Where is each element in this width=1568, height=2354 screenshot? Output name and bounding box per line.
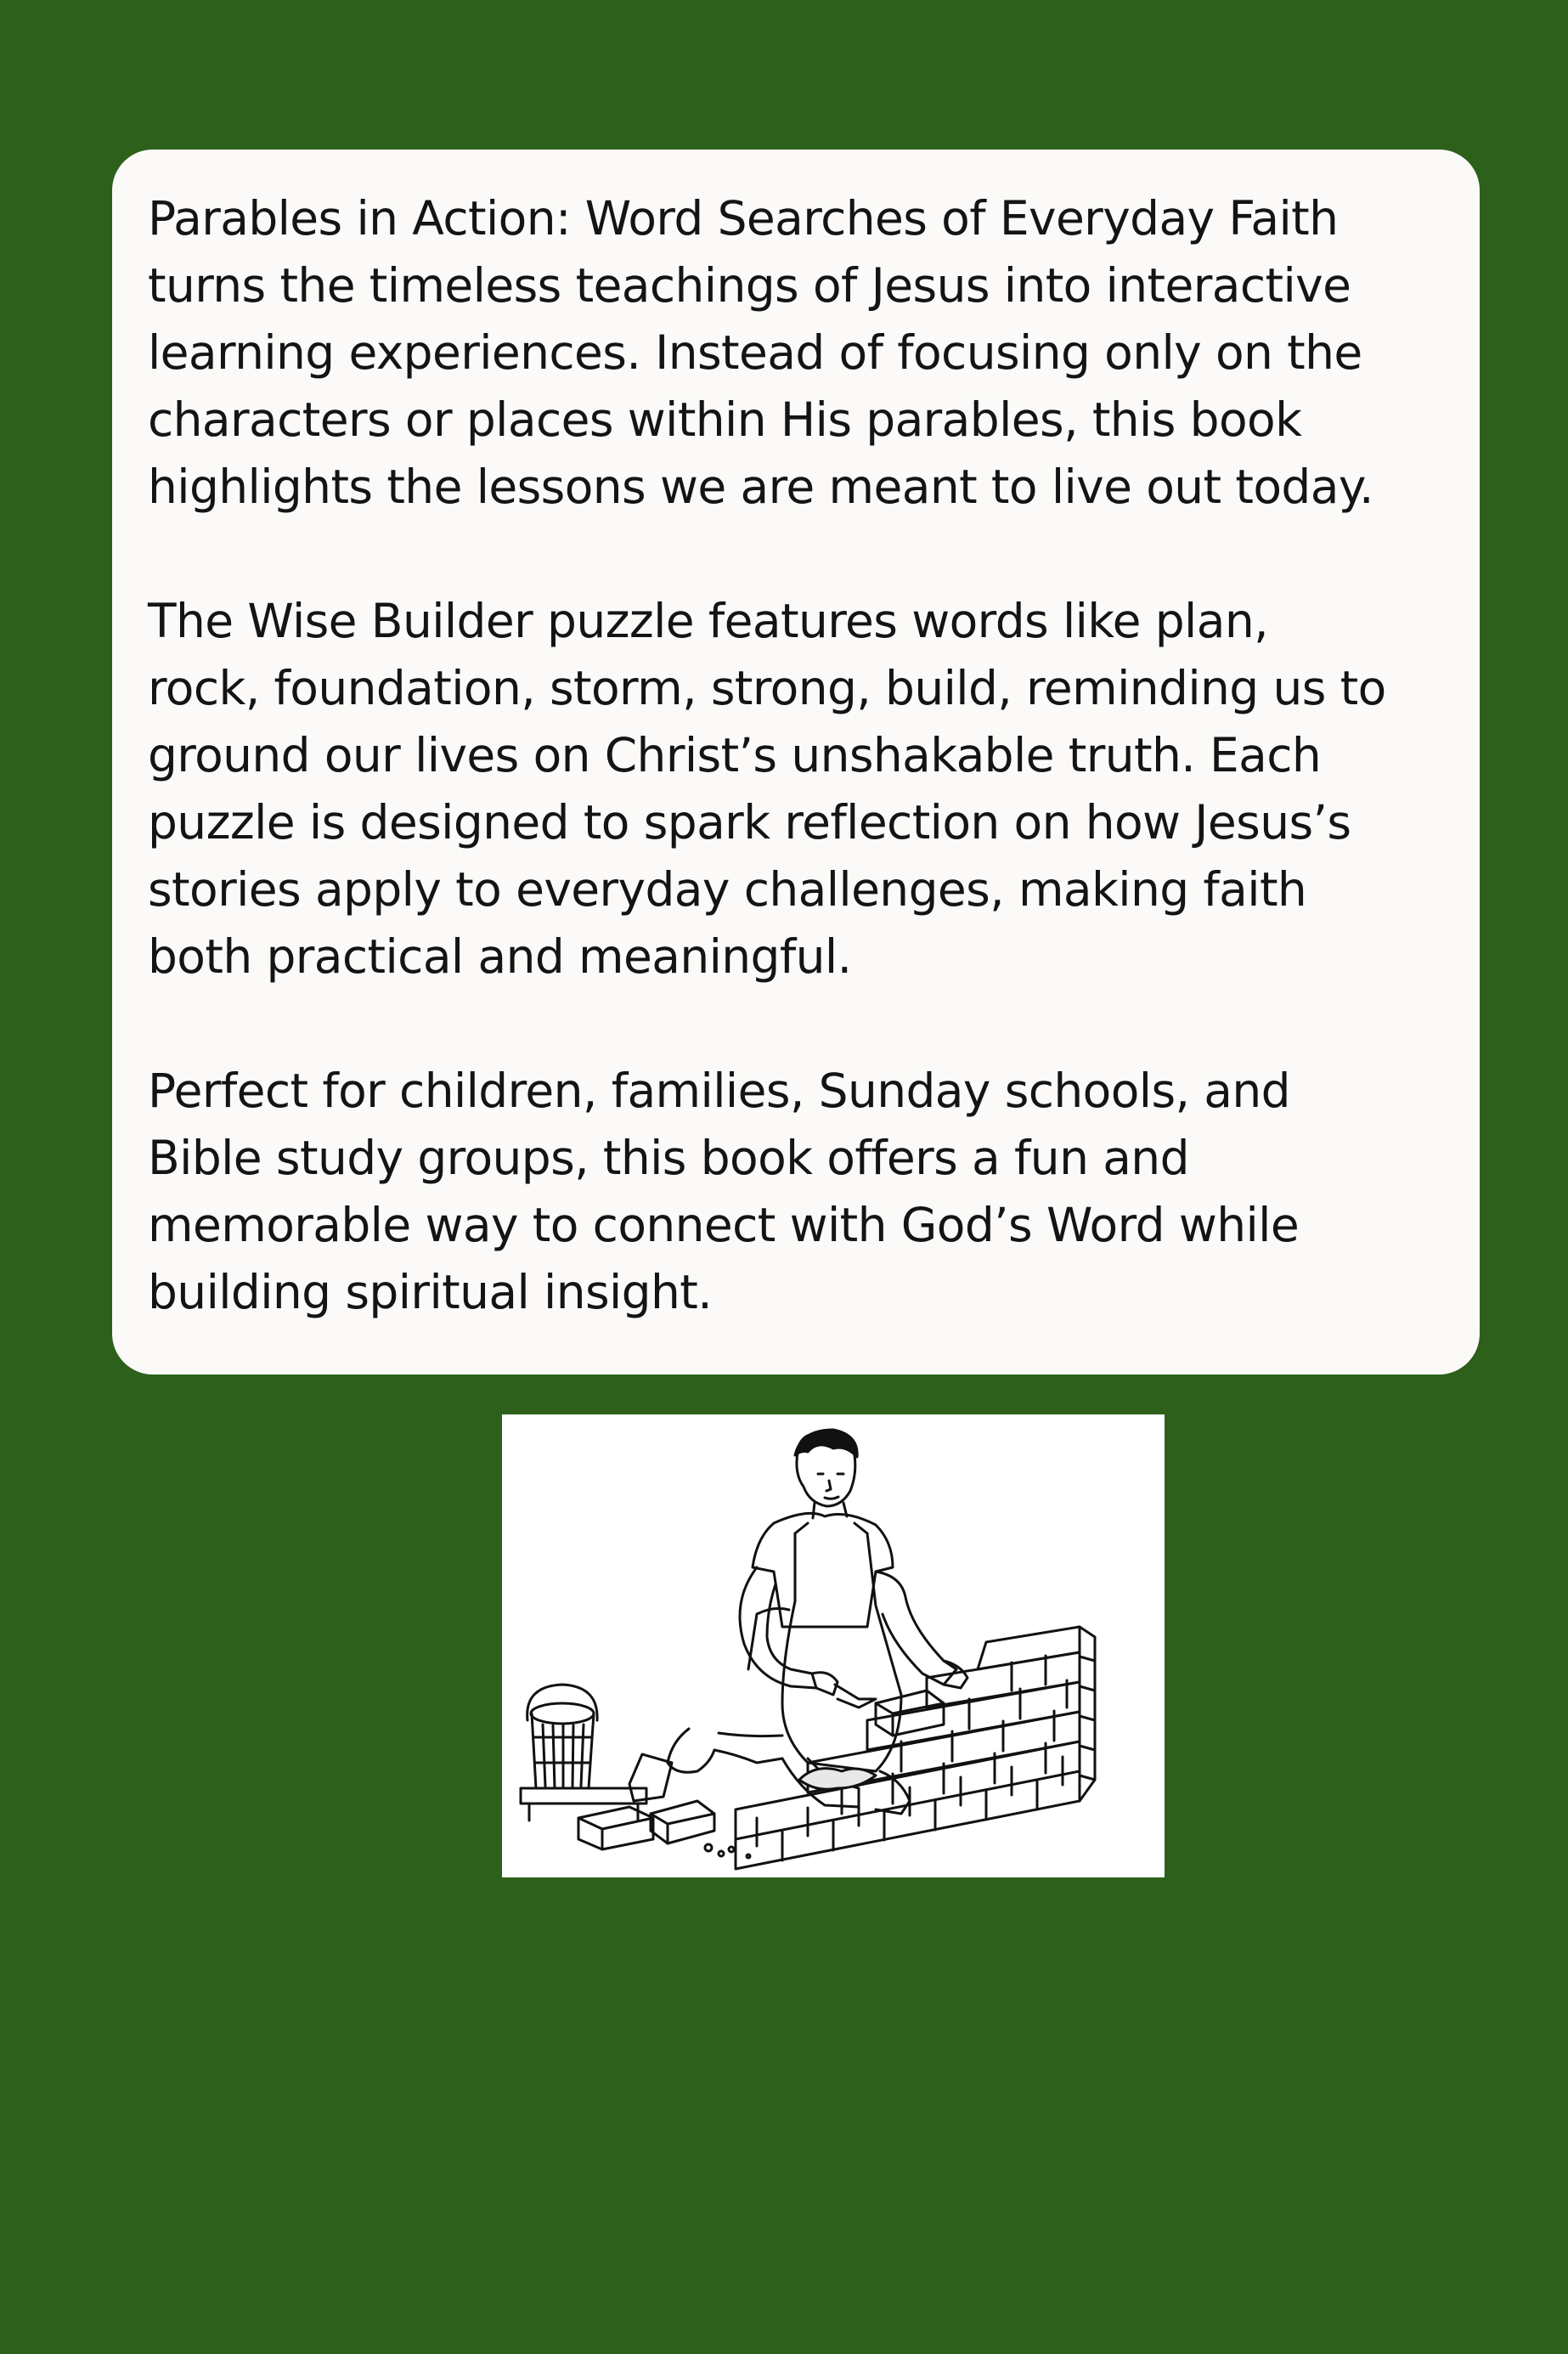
description-paragraph-2 — [148, 588, 1446, 991]
text-line: both practical and meaningful. — [148, 929, 852, 984]
builder-drawing — [502, 1414, 1165, 1877]
brick-wall — [736, 1627, 1095, 1869]
text-line: building spiritual insight. — [148, 1265, 713, 1319]
text-line: learning experiences. Instead of focusing only on the — [148, 325, 1362, 380]
text-line: Parables in Action: Word Searches of Everyday Faith — [148, 191, 1339, 246]
text-line: memorable way to connect with God’s Word while — [148, 1198, 1300, 1252]
ground-debris — [705, 1844, 750, 1858]
text-line: turns the timeless teachings of Jesus into interactive — [148, 258, 1351, 313]
text-line: highlights the lessons we are meant to live out today. — [148, 460, 1373, 514]
description-paragraph-1 — [148, 185, 1446, 521]
text-line: rock, foundation, storm, strong, build, reminding us to — [148, 661, 1386, 715]
text-line: characters or places within His parables, this book — [148, 392, 1302, 447]
builder-figure — [668, 1430, 967, 1814]
text-line: Bible study groups, this book offers a fun and — [148, 1131, 1189, 1185]
text-line: puzzle is designed to spark reflection on how Jesus’s — [148, 795, 1351, 850]
text-line: stories apply to everyday challenges, making faith — [148, 862, 1307, 917]
description-paragraph-3 — [148, 1058, 1446, 1326]
text-line: Perfect for children, families, Sunday schools, and — [148, 1064, 1290, 1118]
description-card — [112, 150, 1480, 1375]
bucket — [521, 1685, 646, 1821]
text-line: The Wise Builder puzzle features words like plan, — [148, 594, 1268, 648]
builder-illustration — [502, 1414, 1165, 1877]
text-line: ground our lives on Christ’s unshakable truth. Each — [148, 728, 1322, 782]
